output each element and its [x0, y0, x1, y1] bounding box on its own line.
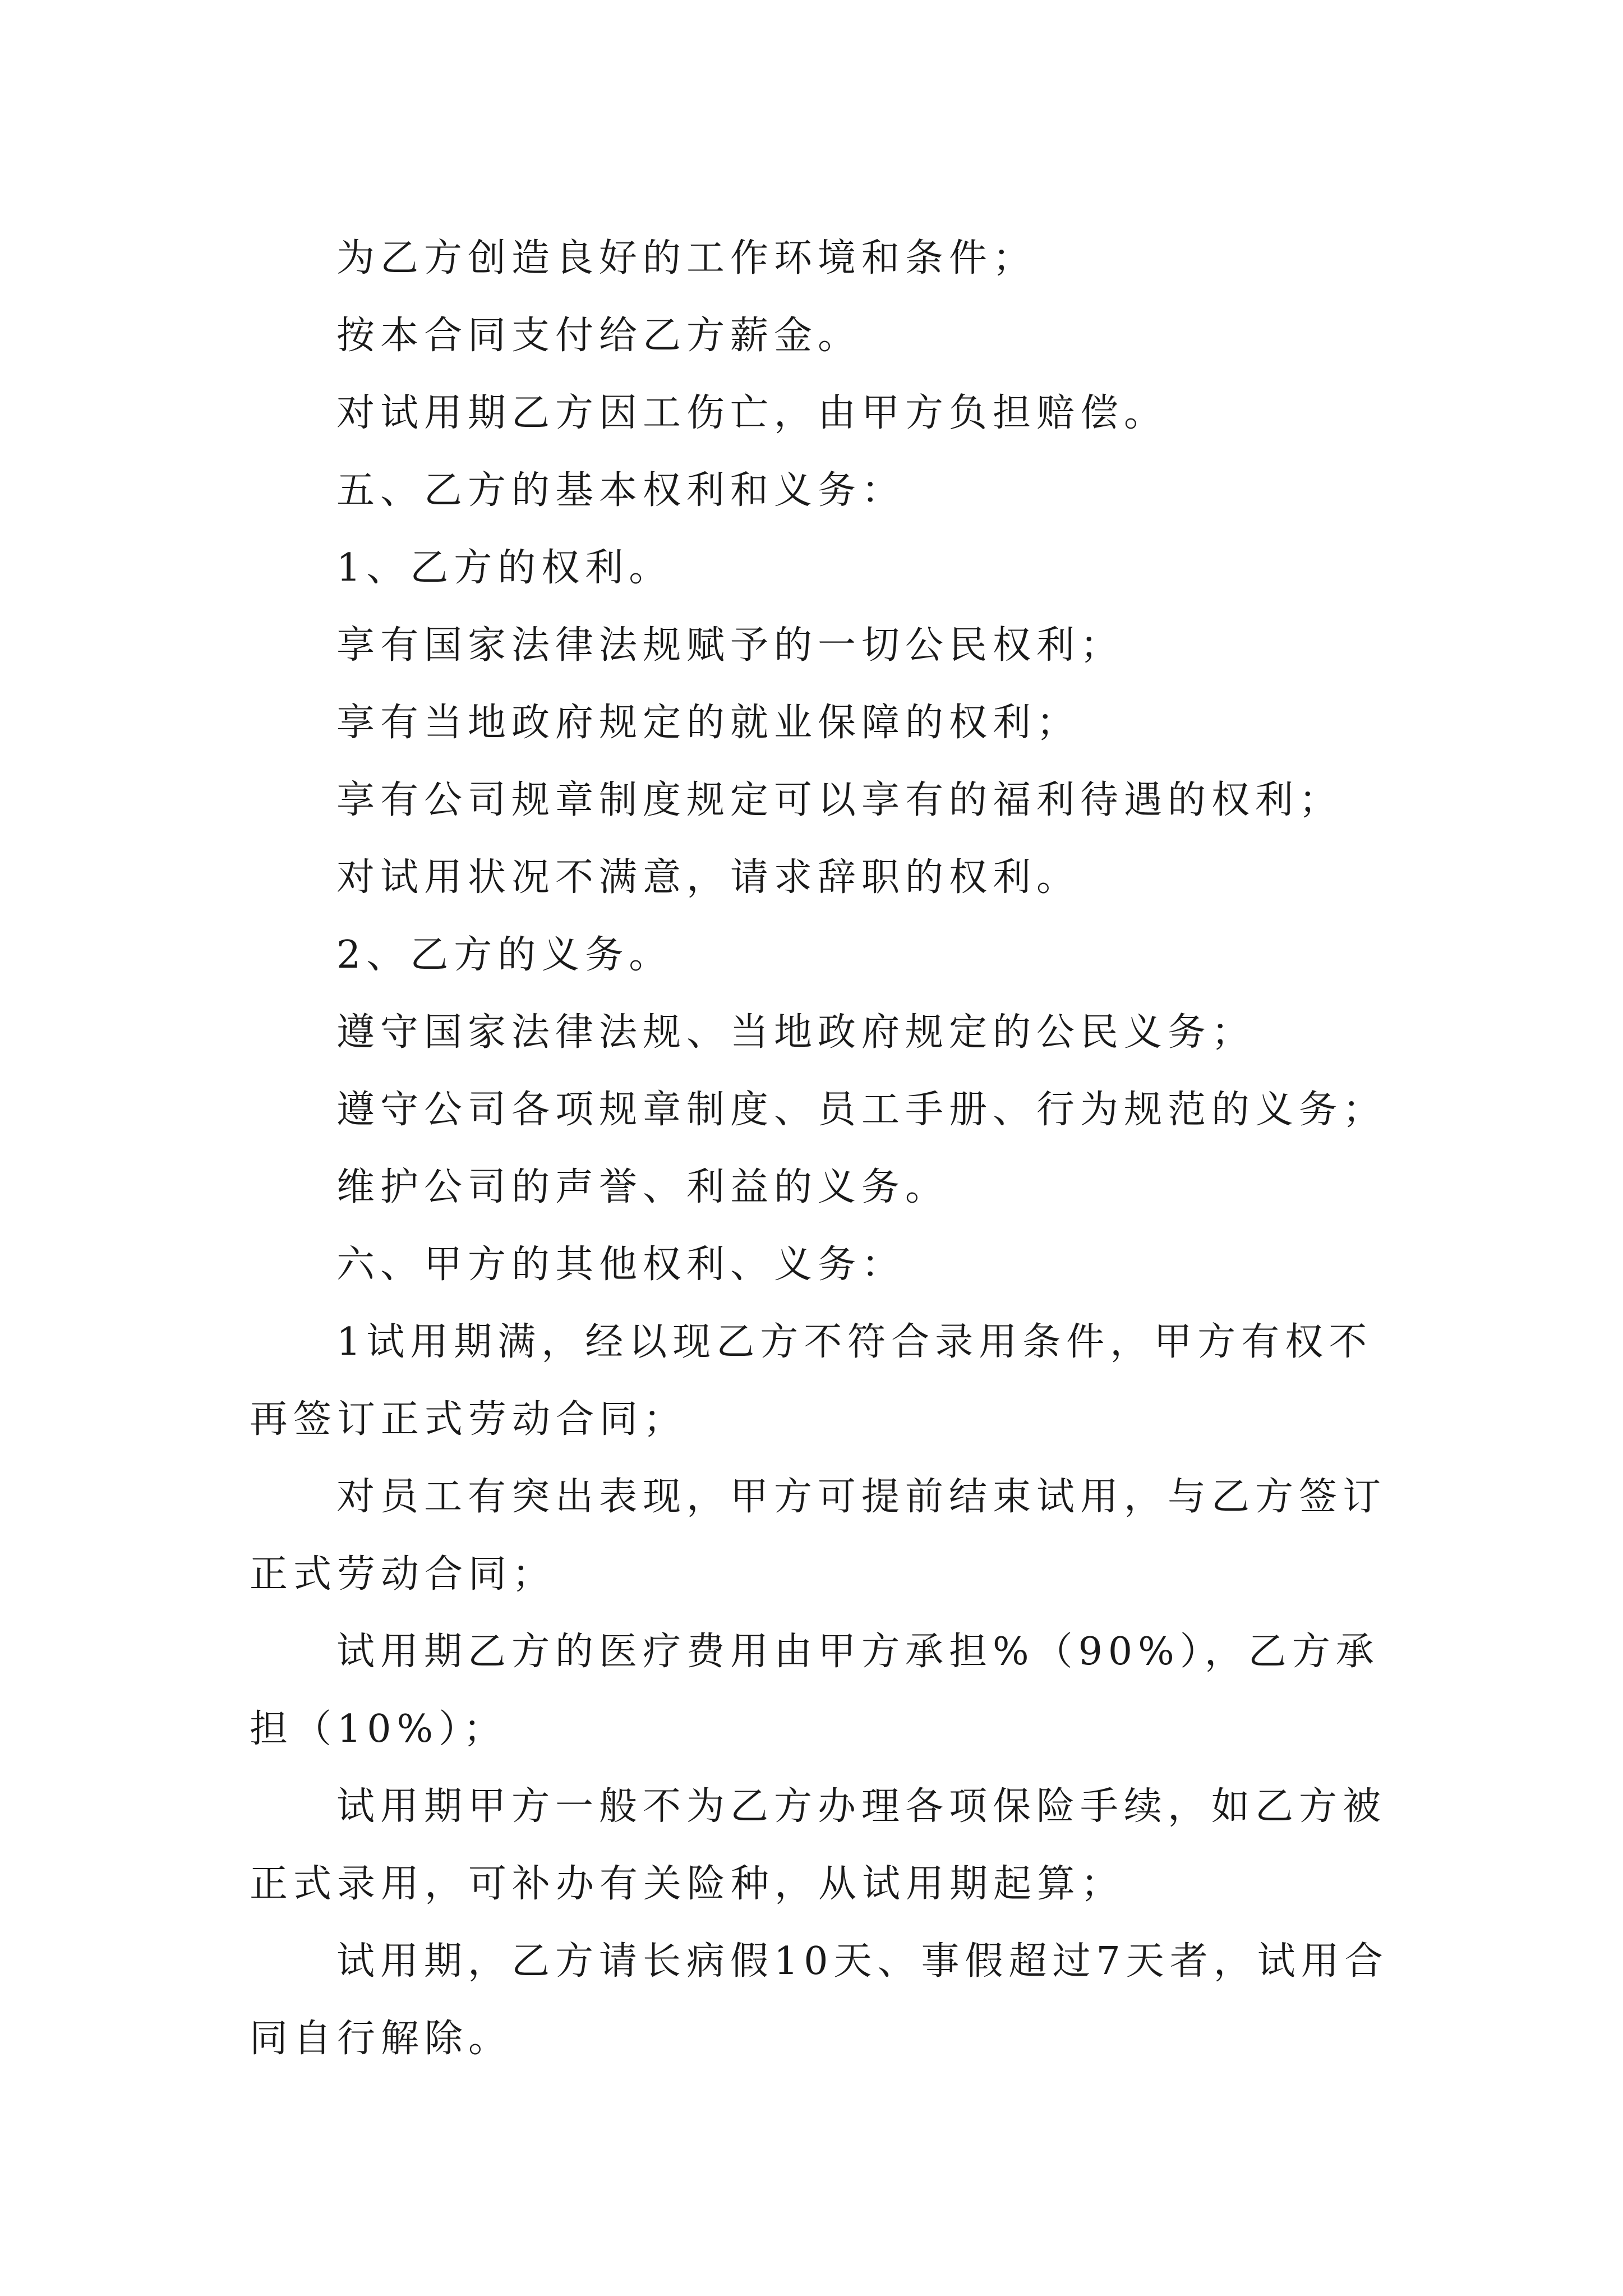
- subsection-heading: 2、乙方的义务。: [336, 933, 673, 977]
- paragraph: 按本合同支付给乙方薪金。: [336, 314, 862, 358]
- paragraph: 试用期乙方的医疗费用由甲方承担%（90%），乙方承担（10%）；: [250, 1630, 1380, 1751]
- paragraph: 享有公司规章制度规定可以享有的福利待遇的权利；: [336, 778, 1343, 822]
- paragraph: 1试用期满，经以现乙方不符合录用条件，甲方有权不再签订正式劳动合同；: [250, 1320, 1373, 1442]
- section-heading: 五、乙方的基本权利和义务：: [336, 468, 906, 513]
- paragraph: 维护公司的声誉、利益的义务。: [336, 1165, 949, 1209]
- paragraph: 为乙方创造良好的工作环境和条件；: [336, 236, 1037, 280]
- section-heading: 六、甲方的其他权利、义务：: [336, 1243, 906, 1287]
- paragraph: 试用期，乙方请长病假10天、事假超过7天者，试用合同自行解除。: [250, 1939, 1389, 2061]
- paragraph: 试用期甲方一般不为乙方办理各项保险手续，如乙方被正式录用，可补办有关险种，从试用期起算；: [250, 1784, 1387, 1906]
- paragraph: 对试用状况不满意，请求辞职的权利。: [336, 855, 1081, 900]
- document-body: [250, 220, 1399, 2078]
- subsection-heading: 1、乙方的权利。: [336, 546, 673, 590]
- paragraph: 遵守国家法律法规、当地政府规定的公民义务；: [336, 1010, 1256, 1055]
- paragraph: 对员工有突出表现，甲方可提前结束试用，与乙方签订正式劳动合同；: [250, 1475, 1387, 1596]
- paragraph: 享有国家法律法规赋予的一切公民权利；: [336, 623, 1124, 668]
- paragraph: 遵守公司各项规章制度、员工手册、行为规范的义务；: [336, 1088, 1387, 1132]
- paragraph: 享有当地政府规定的就业保障的权利；: [336, 701, 1081, 745]
- paragraph: 对试用期乙方因工伤亡，由甲方负担赔偿。: [336, 391, 1168, 435]
